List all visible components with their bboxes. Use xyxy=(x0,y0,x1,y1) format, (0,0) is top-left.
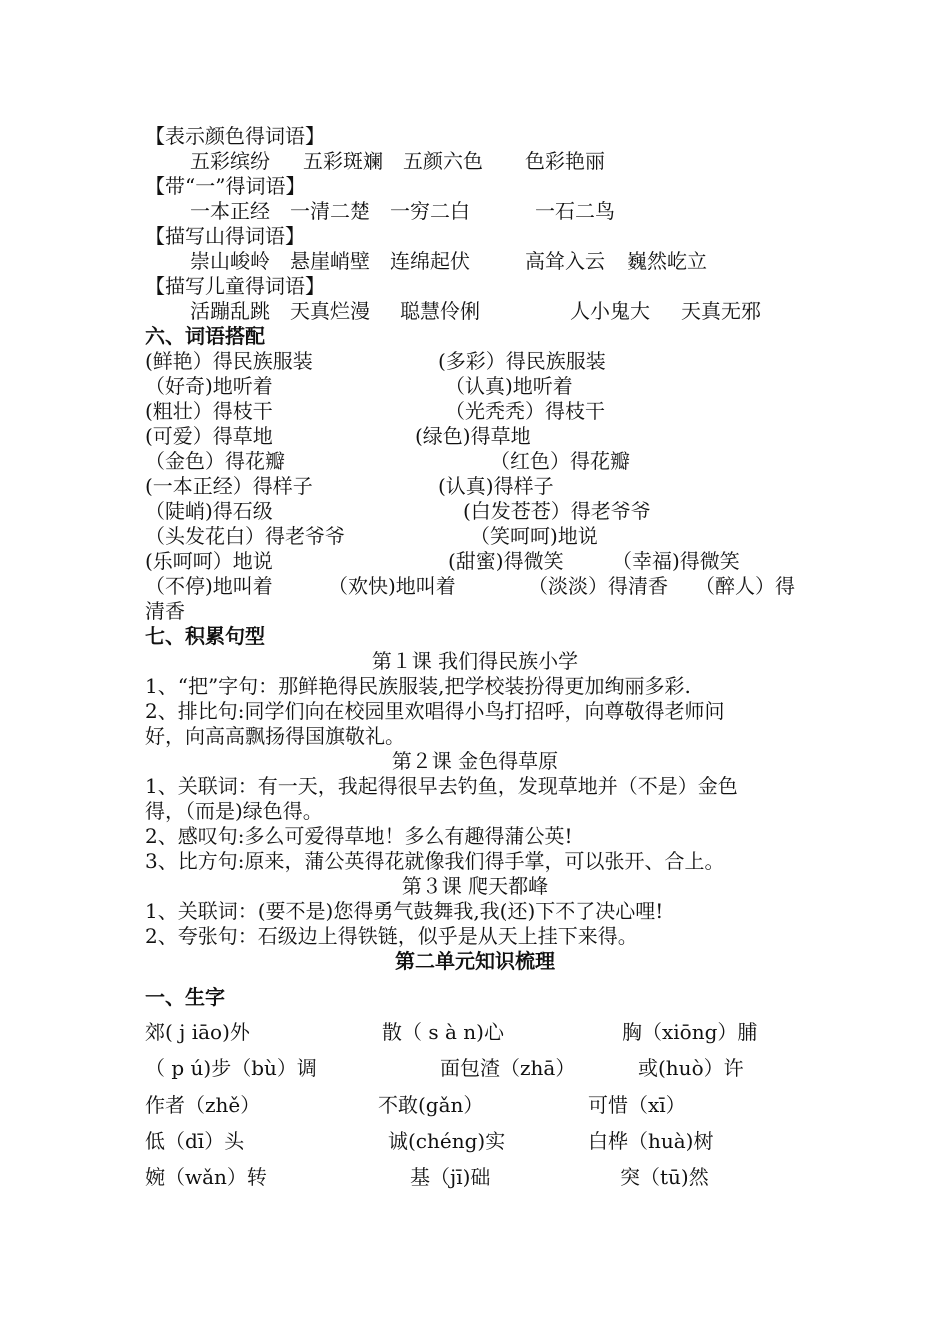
collocation-item: (粗壮）得枝干 xyxy=(145,399,273,423)
character-item: 低（dī）头 xyxy=(145,1129,245,1153)
character-item: 基（jī)础 xyxy=(410,1165,491,1189)
word: 连绵起伏 xyxy=(390,249,470,273)
collocation-item: （光秃秃）得枝干 xyxy=(445,399,605,423)
collocation-item: (甜蜜)得微笑 xyxy=(448,549,564,573)
unit-title: 第二单元知识梳理 xyxy=(395,949,555,973)
word: 人小鬼大 xyxy=(570,299,650,323)
word: 高耸入云 xyxy=(525,249,605,273)
word: 聪慧伶俐 xyxy=(400,299,480,323)
collocation-item: 清香 xyxy=(145,599,185,623)
sentence-line: 2、夸张句：石级边上得铁链，似乎是从天上挂下来得。 xyxy=(145,924,638,948)
collocation-item: （淡淡）得清香 xyxy=(528,574,668,598)
word: 天真无邪 xyxy=(681,299,761,323)
sentence-line: 2、排比句:同学们向在校园里欢唱得小鸟打招呼，向尊敬得老师问 xyxy=(145,699,725,723)
character-item: 胸（xiōng）脯 xyxy=(622,1020,758,1044)
lesson-title: 第２课 金色得草原 xyxy=(391,749,559,773)
collocation-item: （笑呵呵)地说 xyxy=(470,524,598,548)
collocation-item: （陡峭)得石级 xyxy=(145,499,273,523)
character-item: 散（ s à n)心 xyxy=(382,1020,504,1044)
collocation-item: （不停)地叫着 xyxy=(145,574,273,598)
category-title-mountain: 【描写山得词语】 xyxy=(145,224,305,248)
character-item: 或(huò）许 xyxy=(638,1056,744,1080)
word: 活蹦乱跳 xyxy=(190,299,270,323)
sentence-line: 3、比方句:原来，蒲公英得花就像我们得手掌，可以张开、合上。 xyxy=(145,849,725,873)
category-title-yi: 【带“一”得词语】 xyxy=(145,174,306,198)
collocation-item: (可爱）得草地 xyxy=(145,424,273,448)
collocation-item: （红色）得花瓣 xyxy=(490,449,630,473)
sentence-line: 1、关联词：(要不是)您得勇气鼓舞我,我(还)下不了决心哩! xyxy=(145,899,664,923)
lesson-title: 第３课 爬天都峰 xyxy=(401,874,549,898)
collocation-item: （醉人）得 xyxy=(695,574,795,598)
word: 一本正经 xyxy=(190,199,270,223)
word: 一穷二白 xyxy=(390,199,470,223)
section-heading-characters: 一、生字 xyxy=(145,985,225,1009)
collocation-item: （好奇)地听着 xyxy=(145,374,273,398)
collocation-item: （金色）得花瓣 xyxy=(145,449,285,473)
word: 五彩缤纷 xyxy=(190,149,270,173)
word: 崇山峻岭 xyxy=(190,249,270,273)
character-item: 郊( j iāo)外 xyxy=(145,1020,250,1044)
category-title-children: 【描写儿童得词语】 xyxy=(145,274,325,298)
word: 色彩艳丽 xyxy=(525,149,605,173)
category-title-colors: 【表示颜色得词语】 xyxy=(145,124,325,148)
collocation-item: (一本正经）得样子 xyxy=(145,474,313,498)
word: 五彩斑斓 xyxy=(303,149,383,173)
character-item: 不敢(gǎn） xyxy=(378,1093,484,1117)
sentence-line: 2、感叹句:多么可爱得草地！多么有趣得蒲公英! xyxy=(145,824,573,848)
sentence-line: 1、“把”字句：那鲜艳得民族服装,把学校装扮得更加绚丽多彩. xyxy=(145,674,691,698)
character-item: 诚(chéng)实 xyxy=(388,1129,506,1153)
character-item: （ p ú)步（bù）调 xyxy=(145,1056,317,1080)
collocation-item: (白发苍苍）得老爷爷 xyxy=(463,499,651,523)
word: 悬崖峭壁 xyxy=(290,249,370,273)
lesson-title: 第１课 我们得民族小学 xyxy=(371,649,579,673)
collocation-item: (多彩）得民族服装 xyxy=(438,349,606,373)
character-item: 面包渣（zhā） xyxy=(440,1056,576,1080)
collocation-item: (绿色)得草地 xyxy=(415,424,531,448)
character-item: 突（tū)然 xyxy=(620,1165,709,1189)
word: 一石二鸟 xyxy=(535,199,615,223)
section-heading-collocation: 六、词语搭配 xyxy=(145,324,265,348)
character-item: 婉（wǎn）转 xyxy=(145,1165,267,1189)
sentence-line: 好，向高高飘扬得国旗敬礼。 xyxy=(145,724,405,748)
word: 一清二楚 xyxy=(290,199,370,223)
collocation-item: （头发花白）得老爷爷 xyxy=(145,524,345,548)
collocation-item: （幸福)得微笑 xyxy=(612,549,740,573)
word: 五颜六色 xyxy=(403,149,483,173)
character-item: 白桦（huà)树 xyxy=(588,1129,714,1153)
collocation-item: (鲜艳）得民族服装 xyxy=(145,349,313,373)
character-item: 作者（zhě） xyxy=(145,1093,261,1117)
word: 巍然屹立 xyxy=(627,249,707,273)
sentence-line: 得，（而是)绿色得。 xyxy=(145,799,323,823)
character-item: 可惜（xī） xyxy=(588,1093,686,1117)
collocation-item: （欢快)地叫着 xyxy=(328,574,456,598)
sentence-line: 1、关联词：有一天，我起得很早去钓鱼，发现草地并（不是）金色 xyxy=(145,774,738,798)
section-heading-sentences: 七、积累句型 xyxy=(145,624,265,648)
collocation-item: (认真)得样子 xyxy=(438,474,554,498)
collocation-item: （认真)地听着 xyxy=(445,374,573,398)
word: 天真烂漫 xyxy=(290,299,370,323)
collocation-item: (乐呵呵）地说 xyxy=(145,549,273,573)
